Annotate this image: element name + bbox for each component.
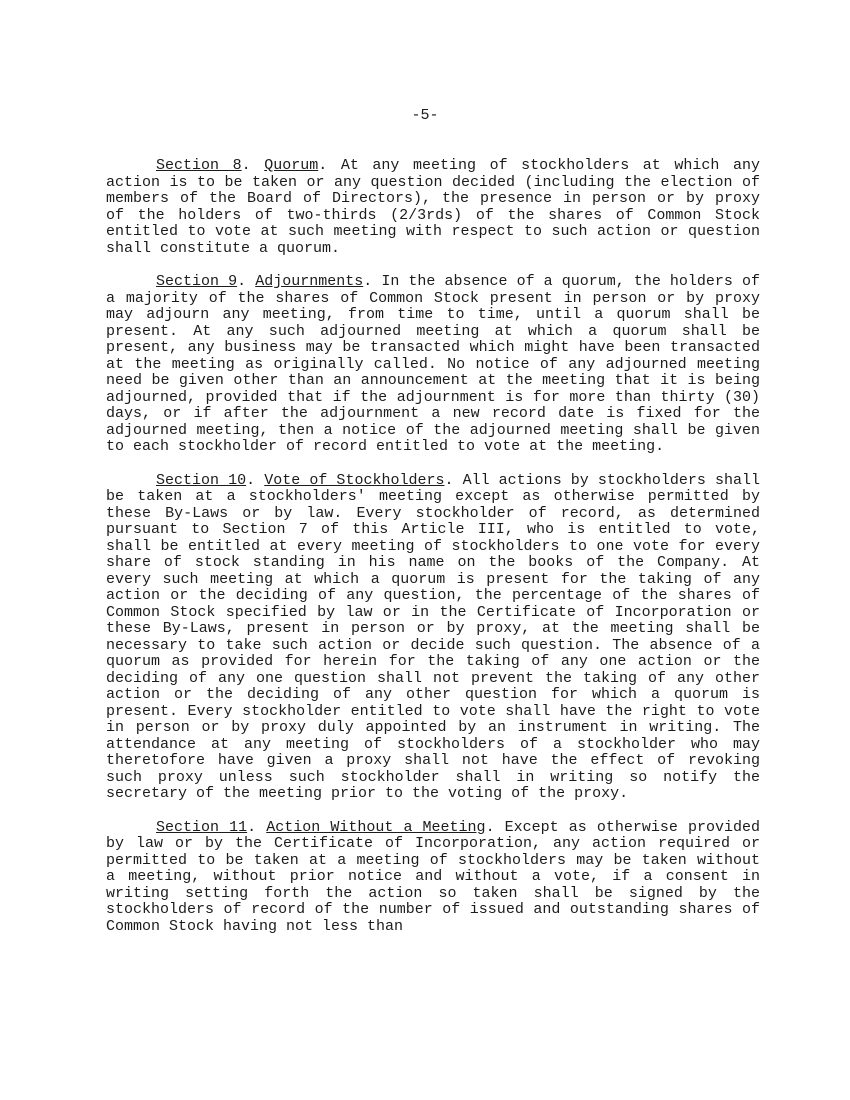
section-text: In the absence of a quorum, the holders of a majority of the shares of Common Stock present in person or by proxy may adjourn any meeting, from time to time, until a quorum shall be present. At any such adjourned meeting at which a quorum shall be present, any business may be transacted which might have been transacted at the meeting as originally called. No notice of any adjourned meeting need be given other than an announcement at the meeting that it is being adjourned, provided that if the adjournment is for more than thirty (30) days, or if after the adjournment a new record date is fixed for the adjourned meeting, then a notice of the adjourned meeting shall be given to each stockholder of record entitled to vote at the meeting. (106, 273, 760, 455)
section-11: Section 11. Action Without a Meeting. Except as otherwise provided by law or by the Certificate of Incorporation, any action required or permitted to be taken at a meeting of stockholders may be taken without a meeting, without prior notice and without a vote, if a consent in writing setting forth the action so taken shall be signed by the stockholders of record of the number of issued and outstanding shares of Common Stock having not less than (106, 818, 760, 935)
section-title: Adjournments (255, 273, 364, 290)
section-title: Quorum (264, 157, 319, 174)
section-10: Section 10. Vote of Stockholders. All actions by stockholders shall be taken at a stockholders' meeting except as otherwise permitted by these By-Laws or by law. Every stockholder of record, as determined pursuant to Section 7 of this Article III, who is entitled to vote, shall be entitled at every meeting of stockholders to one vote for every share of stock standing in his name on the books of the Company. At every such meeting at which a quorum is present for the taking of any action or the deciding of any question, the percentage of the shares of Common Stock specified by law or in the Certificate of Incorporation or these By-Laws, present in person or by proxy, at the meeting shall be necessary to take such action or decide such question. The absence of a quorum as provided for herein for the taking of any one action or the deciding of any one question shall not prevent the taking of any other action or the deciding of any other question for which a quorum is present. Every stockholder entitled to vote shall have the right to vote in person or by proxy duly appointed by an instrument in writing. The attendance at any meeting of stockholders of a stockholder who may theretofore have given a proxy shall not have the effect of revoking such proxy unless such stockholder shall in writing so notify the secretary of the meeting prior to the voting of the proxy. (106, 471, 761, 802)
section-label: Section 10 (156, 471, 247, 489)
section-label: Section 9 (156, 273, 238, 290)
document-body (106, 158, 760, 952)
section-8: Section 8. Quorum. At any meeting of stockholders at which any action is to be taken or any question decided (including the election of members of the Board of Directors), the presence in person or by proxy of the holders of two-thirds (2/3rds) of the shares of Common Stock entitled to vote at such meeting with respect to such action or question shall constitute a quorum. (106, 157, 760, 257)
section-text: All actions by stockholders shall be taken at a stockholders' meeting except as otherwise permitted by these By-Laws or by law. Every stockholder of record, as determined pursuant to Section 7 of this Article III, who is entitled to vote, shall be entitled at every meeting of stockholders to one vote for every share of stock standing in his name on the books of the Company. At every such meeting at which a quorum is present for the taking of any action or the deciding of any question, the percentage of the shares of Common Stock specified by law or in the Certificate of Incorporation or these By-Laws, present in person or by proxy, at the meeting shall be necessary to take such action or decide such question. The absence of a quorum as provided for herein for the taking of any one action or the deciding of any one question shall not prevent the taking of any other action or the deciding of any other question for which a quorum is present. Every stockholder entitled to vote shall have the right to vote in person or by proxy duly appointed by an instrument in writing. The attendance at any meeting of stockholders of a stockholder who may theretofore have given a proxy shall not have the effect of revoking such proxy unless such stockholder shall in writing so notify the secretary of the meeting prior to the voting of the proxy. (106, 471, 761, 802)
section-title: Vote of Stockholders (264, 471, 445, 489)
section-label: Section 8 (156, 157, 242, 174)
section-9: Section 9. Adjournments. In the absence of a quorum, the holders of a majority of the shares of Common Stock present in person or by proxy may adjourn any meeting, from time to time, until a quorum shall be present. At any such adjourned meeting at which a quorum shall be present, any business may be transacted which might have been transacted at the meeting as originally called. No notice of any adjourned meeting need be given other than an announcement at the meeting that it is being adjourned, provided that if the adjournment is for more than thirty (30) days, or if after the adjournment a new record date is fixed for the adjourned meeting, then a notice of the adjourned meeting shall be given to each stockholder of record entitled to vote at the meeting. (106, 273, 760, 455)
page-number: -5- (411, 107, 439, 124)
section-text: Except as otherwise provided by law or by the Certificate of Incorporation, any action required or permitted to be taken at a meeting of stockholders may be taken without a meeting, without prior notice and without a vote, if a consent in writing setting forth the action so taken shall be signed by the stockholders of record of the number of issued and outstanding shares of Common Stock having not less than (106, 818, 760, 935)
section-text: At any meeting of stockholders at which any action is to be taken or any question decided (including the election of members of the Board of Directors), the presence in person or by proxy of the holders of two-thirds (2/3rds) of the shares of Common Stock entitled to vote at such meeting with respect to such action or question shall constitute a quorum. (106, 157, 760, 257)
section-label: Section 11 (156, 818, 248, 836)
section-title: Action Without a Meeting (266, 818, 486, 836)
